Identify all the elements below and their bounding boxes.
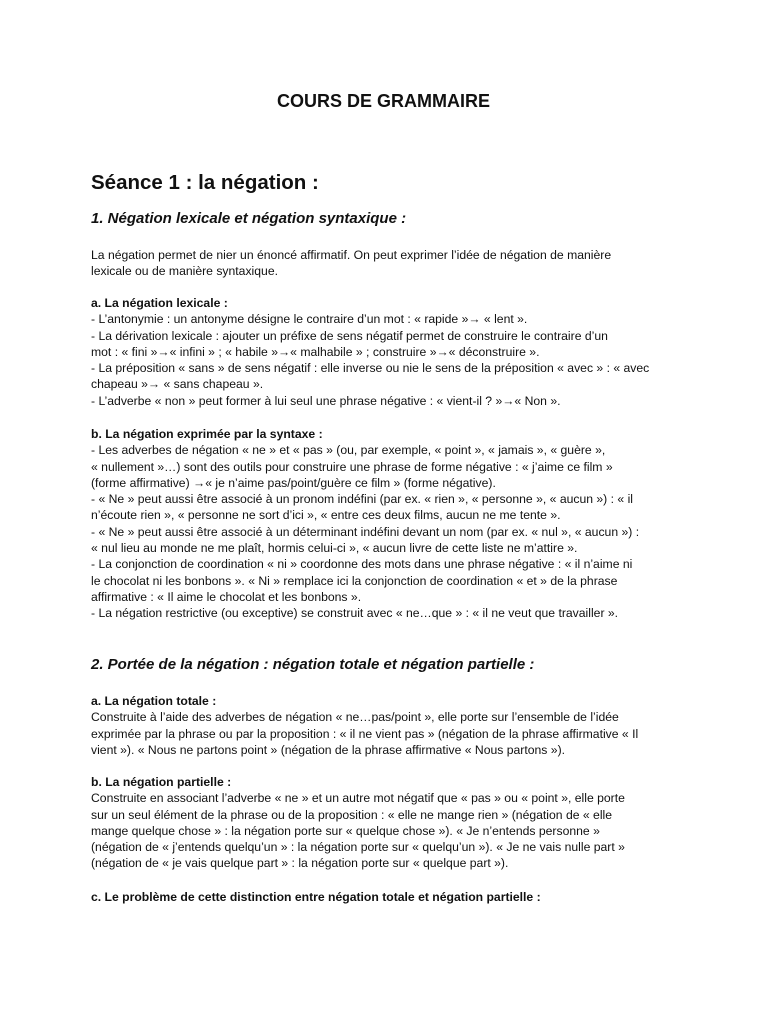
section-2a (91, 693, 676, 758)
section-2a-body (91, 709, 676, 758)
text-line: - « Ne » peut aussi être associé à un déterminant indéfini devant un nom (par ex. « nul », « aucun ») : (91, 524, 640, 539)
text-line: - La conjonction de coordination « ni » coordonne des mots dans une phrase négative : « il n’aime ni (91, 557, 633, 572)
text-line: mot : « fini »→« infini » ; « habile »→« malhabile » ; construire »→« déconstruire ». (91, 344, 540, 359)
text-line: « nul lieu au monde ne me plaît, hormis celui-ci », « aucun livre de cette liste ne m’attire ». (91, 541, 578, 556)
section-1 (91, 209, 676, 229)
text-line: (négation de « j’entends quelqu’un » : la négation porte sur « quelqu’un »). « Je ne vais nulle part » (91, 840, 625, 855)
section-1b-heading: b. La négation exprimée par la syntaxe : (91, 427, 323, 441)
text-line: exprimée par la phrase ou par la proposition : « il ne vient pas » (négation de la phrase affirmative « Il (91, 726, 639, 741)
section-1a (91, 295, 676, 409)
text-line: Construite à l’aide des adverbes de négation « ne…pas/point », elle porte sur l’ensemble de l’idée (91, 710, 619, 725)
text-line: - Les adverbes de négation « ne » et « pas » (ou, par exemple, « point », « jamais », « guère », (91, 443, 606, 458)
section-2a-heading: a. La négation totale : (91, 694, 217, 708)
intro-line: La négation permet de nier un énoncé affirmatif. On peut exprimer l’idée de négation de manière (91, 248, 612, 262)
text-line: - « Ne » peut aussi être associé à un pronom indéfini (par ex. « rien », « personne », « aucun ») : « il (91, 492, 633, 507)
intro-paragraph (91, 247, 676, 280)
section-1b (91, 426, 676, 622)
text-line: affirmative : « Il aime le chocolat et les bonbons ». (91, 589, 362, 604)
text-line: - La négation restrictive (ou exceptive) se construit avec « ne…que » : « il ne veut que travailler ». (91, 606, 619, 621)
text-line: Construite en associant l’adverbe « ne » et un autre mot négatif que « pas » ou « point », elle porte (91, 791, 625, 806)
section-1-intro (91, 247, 676, 280)
text-line: - La dérivation lexicale : ajouter un préfixe de sens négatif permet de construire le contraire d’un (91, 328, 608, 343)
section-2 (91, 655, 676, 675)
section-2c-heading: c. Le problème de cette distinction entre négation totale et négation partielle : (91, 890, 541, 904)
text-line: chapeau »→ « sans chapeau ». (91, 377, 264, 392)
section-2b-body (91, 790, 676, 871)
text-line: n’écoute rien », « personne ne sort d’ici », « entre ces deux films, aucun ne me tente ». (91, 508, 561, 523)
text-line: le chocolat ni les bonbons ». « Ni » remplace ici la conjonction de coordination « et » de la phrase (91, 573, 618, 588)
text-line: (forme affirmative) →« je n’aime pas/point/guère ce film » (forme négative). (91, 475, 496, 490)
text-line: (négation de « je vais quelque part » : la négation porte sur « quelque part »). (91, 856, 509, 871)
section-1a-heading: a. La négation lexicale : (91, 296, 228, 310)
section-1b-body (91, 442, 676, 621)
section-1-heading: 1. Négation lexicale et négation syntaxique : (91, 210, 407, 227)
text-line: mange quelque chose » : la négation porte sur « quelque chose »). « Je n’entends personne » (91, 823, 600, 838)
section-2b-heading: b. La négation partielle : (91, 775, 232, 789)
section-2b (91, 774, 676, 872)
text-line: - L’adverbe « non » peut former à lui seul une phrase négative : « vient-il ? »→« Non ». (91, 393, 561, 408)
text-line: « nullement »…) sont des outils pour construire une phrase de forme négative : « j’aime ce film » (91, 459, 613, 474)
section-2c (91, 889, 676, 905)
text-line: sur un seul élément de la phrase ou de la proposition : « elle ne mange rien » (négation de « elle (91, 807, 613, 822)
document-title: COURS DE GRAMMAIRE (276, 91, 490, 111)
text-line: - La préposition « sans » de sens négatif : elle inverse ou nie le sens de la préposition « avec » : « avec (91, 361, 650, 376)
section-1a-body (91, 311, 676, 409)
session-title: Séance 1 : la négation : (91, 171, 319, 194)
text-line: vient »). « Nous ne partons point » (négation de la phrase affirmative « Nous partons »). (91, 742, 566, 757)
intro-line: lexicale ou de manière syntaxique. (91, 264, 278, 279)
text-line: - L’antonymie : un antonyme désigne le contraire d’un mot : « rapide »→ « lent ». (91, 312, 528, 327)
section-2-heading: 2. Portée de la négation : négation totale et négation partielle : (91, 656, 535, 673)
